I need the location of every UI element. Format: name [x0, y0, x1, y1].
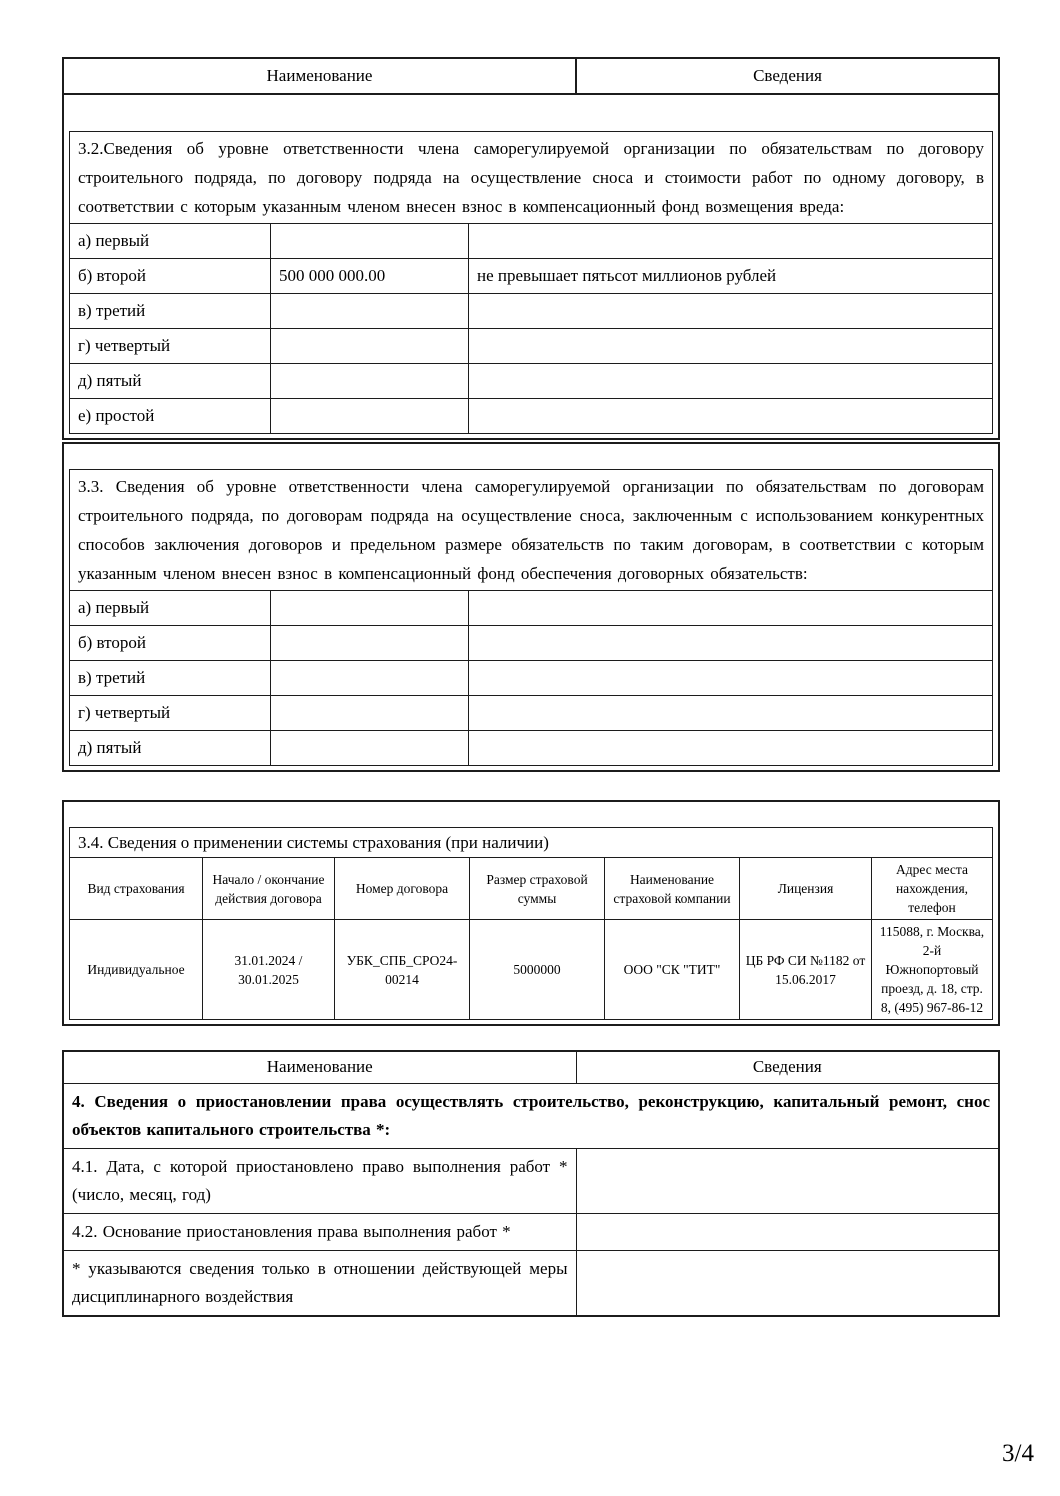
page-number: 3/4 — [1002, 1440, 1034, 1467]
table-row — [63, 1250, 999, 1316]
level-label: в) третий — [70, 661, 271, 696]
level-label: д) пятый — [70, 364, 271, 399]
address-value: 115088, г. Москва, 2-й Южнопортовый проезд, д. 18, стр. 8, (495) 967-86-12 — [872, 920, 993, 1020]
section-3-4-title-row — [70, 828, 993, 858]
level-note — [469, 329, 993, 364]
license-value: ЦБ РФ СИ №1182 от 15.06.2017 — [740, 920, 872, 1020]
section-3-4-frame — [62, 800, 1000, 1026]
table-header-row — [64, 59, 998, 95]
level-value — [271, 661, 469, 696]
level-value — [271, 626, 469, 661]
level-note — [469, 696, 993, 731]
level-note — [469, 731, 993, 766]
level-label: б) второй — [70, 259, 271, 294]
table-row — [70, 626, 993, 661]
column-header-info: Сведения — [576, 1051, 999, 1083]
level-note — [469, 591, 993, 626]
section-3-3-table — [69, 469, 993, 766]
col-sum: Размер страховой суммы — [470, 858, 605, 920]
level-value — [271, 294, 469, 329]
column-header-name: Наименование — [63, 1051, 576, 1083]
table-row — [70, 329, 993, 364]
table-row — [70, 364, 993, 399]
level-note — [469, 661, 993, 696]
row-4-1-label: 4.1. Дата, с которой приостановлено право выполнения работ * (число, месяц, год) — [63, 1148, 576, 1213]
level-note — [469, 364, 993, 399]
col-insurance-type: Вид страхования — [70, 858, 203, 920]
level-note: не превышает пятьсот миллионов рублей — [469, 259, 993, 294]
period-value: 31.01.2024 / 30.01.2025 — [203, 920, 335, 1020]
level-label: г) четвертый — [70, 329, 271, 364]
section-4-title: 4. Сведения о приостановлении права осуществлять строительство, реконструкцию, капитальный ремонт, снос объектов капитального строительства *: — [63, 1083, 999, 1148]
col-contract-number: Номер договора — [335, 858, 470, 920]
level-label: а) первый — [70, 591, 271, 626]
section-3-3-body — [64, 444, 998, 770]
level-value — [271, 399, 469, 434]
level-value: 500 000 000.00 — [271, 259, 469, 294]
footnote-value — [576, 1250, 999, 1316]
level-note — [469, 626, 993, 661]
row-4-2-label: 4.2. Основание приостановления права выполнения работ * — [63, 1213, 576, 1250]
table-row — [70, 591, 993, 626]
table-row — [63, 1148, 999, 1213]
table-row — [70, 259, 993, 294]
level-note — [469, 224, 993, 259]
level-value — [271, 329, 469, 364]
level-note — [469, 399, 993, 434]
col-address: Адрес места нахождения, телефон — [872, 858, 993, 920]
section-4-title-row — [63, 1083, 999, 1148]
level-value — [271, 591, 469, 626]
level-value — [271, 364, 469, 399]
level-value — [271, 224, 469, 259]
table-row — [70, 696, 993, 731]
section-3-3-title-row — [70, 470, 993, 591]
table-row — [70, 661, 993, 696]
col-license: Лицензия — [740, 858, 872, 920]
section-3-3-title: 3.3. Сведения об уровне ответственности члена саморегулируемой организации по обязательствам по договорам строительного подряда, по договорам подряда на осуществление сноса, заключенным с использованием конкурентных способов заключения договоров и предельном размере обязательств по таким договорам, в соответствии с которым указанным членом внесен взнос в компенсационный фонд обеспечения договорных обязательств: — [70, 470, 993, 591]
column-header-name: Наименование — [64, 59, 577, 93]
level-value — [271, 696, 469, 731]
table-row — [63, 1213, 999, 1250]
footnote-label: * указываются сведения только в отношении действующей меры дисциплинарного воздействия — [63, 1250, 576, 1316]
level-note — [469, 294, 993, 329]
sum-value: 5000000 — [470, 920, 605, 1020]
row-4-1-value — [576, 1148, 999, 1213]
level-label: г) четвертый — [70, 696, 271, 731]
insurance-table — [69, 827, 993, 1020]
table-row — [70, 731, 993, 766]
table-row — [70, 399, 993, 434]
level-label: а) первый — [70, 224, 271, 259]
section-3-4-title: 3.4. Сведения о применении системы страхования (при наличии) — [70, 828, 993, 858]
level-value — [271, 731, 469, 766]
insurance-header-row — [70, 858, 993, 920]
section-3-2-table — [69, 131, 993, 434]
contract-number-value: УБК_СПБ_СРО24-00214 — [335, 920, 470, 1020]
section-3-3-frame — [62, 442, 1000, 772]
company-value: ООО "СК "ТИТ" — [605, 920, 740, 1020]
level-label: б) второй — [70, 626, 271, 661]
table-row — [70, 294, 993, 329]
section-3-4-body — [64, 802, 998, 1024]
section-4-table — [62, 1050, 1000, 1317]
col-period: Начало / окончание действия договора — [203, 858, 335, 920]
table-row — [70, 224, 993, 259]
insurance-type-value: Индивидуальное — [70, 920, 203, 1020]
insurance-data-row — [70, 920, 993, 1020]
column-header-info: Сведения — [753, 66, 822, 85]
level-label: е) простой — [70, 399, 271, 434]
section-3-2-frame — [62, 57, 1000, 440]
level-label: д) пятый — [70, 731, 271, 766]
section-3-2-title: 3.2.Сведения об уровне ответственности члена саморегулируемой организации по обязательствам по договору строительного подряда, по договору подряда на осуществление сноса и стоимости работ по одному договору, в соответствии с которым указанным членом внесен взнос в компенсационный фонд возмещения вреда: — [70, 132, 993, 224]
table-header-row — [63, 1051, 999, 1083]
row-4-2-value — [576, 1213, 999, 1250]
col-company: Наименование страховой компании — [605, 858, 740, 920]
section-3-2-body — [64, 95, 998, 438]
level-label: в) третий — [70, 294, 271, 329]
section-3-2-title-row — [70, 132, 993, 224]
